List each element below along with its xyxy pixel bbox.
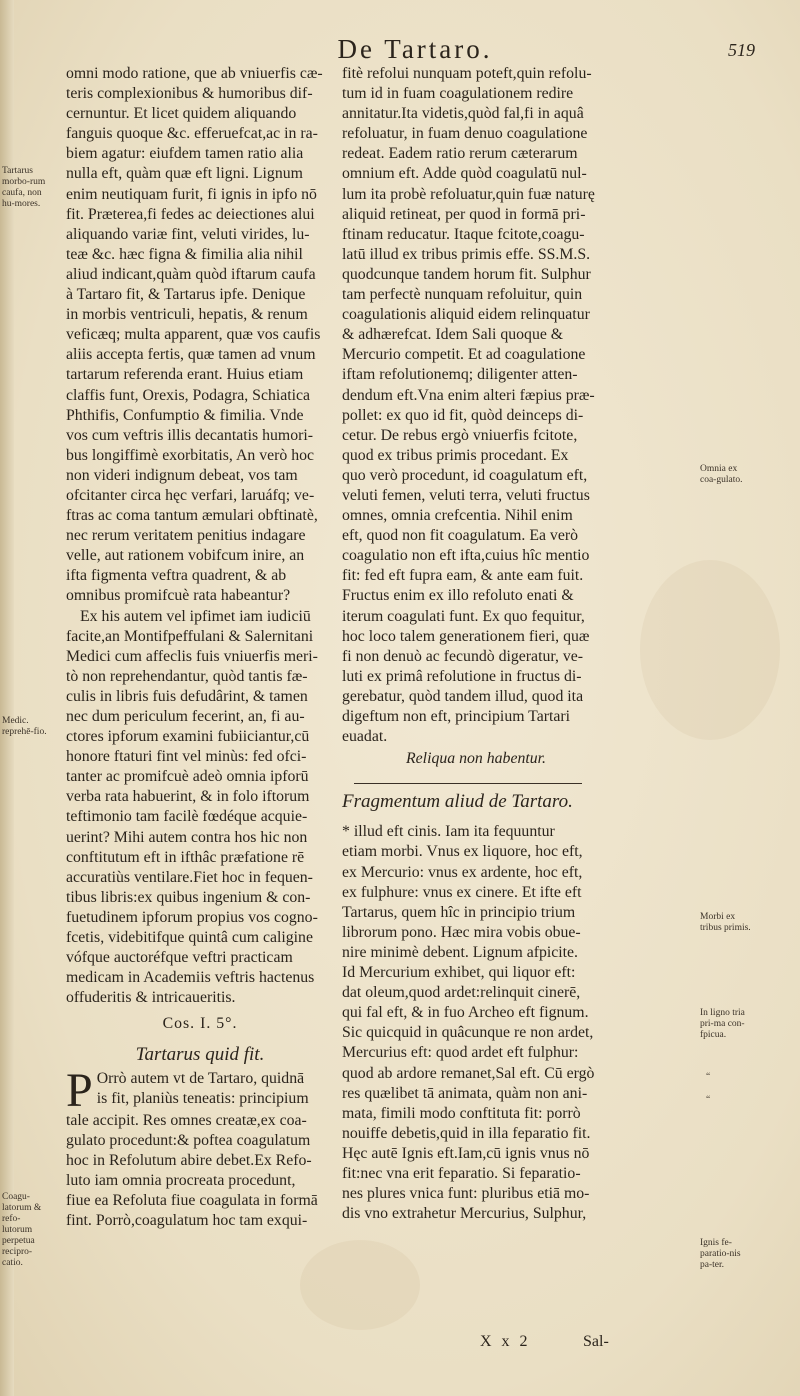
- margin-note-right: In ligno tria pri-ma con-fpicua.: [700, 1008, 745, 1040]
- text-line: fuetudinem ipforum propius vos cogno-: [66, 908, 318, 926]
- text-line: medicam in Academiis veftris hactenus: [66, 969, 315, 987]
- text-line: aliis accepta fertis, quæ tamen ad vnum: [66, 346, 316, 364]
- text-line: fcetis, videbitifque quintâ cum caligine: [66, 929, 313, 947]
- text-line: ex Mercurio: vnus ex ardente, hoc eft,: [342, 863, 583, 881]
- text-line: cetur. De rebus ergò vniuerfis fcitote,: [342, 426, 578, 444]
- text-line: Mercurius eft: quod ardet eft fulphur:: [342, 1044, 579, 1062]
- text-line: Ex his autem vel ipfimet iam iudiciū: [80, 607, 311, 625]
- text-line: librorum pono. Hæc mira vobis obue-: [342, 923, 581, 941]
- text-line: is fit, planiùs teneatis: principium: [96, 1089, 309, 1107]
- text-line: iterum coagulati funt. Ex quo fequitur,: [342, 607, 585, 625]
- text-line: nire minimè debent. Lignum afpicite.: [342, 943, 579, 961]
- scripture-reference: Cos. I. 5°.: [162, 1015, 238, 1033]
- right-column: [342, 64, 610, 1224]
- left-text-block: [66, 64, 334, 607]
- text-line: nes plures vnica funt: pluribus etiā mo-: [342, 1185, 590, 1203]
- text-line: claffis funt, Orexis, Podagra, Schiatica: [66, 386, 311, 404]
- text-line: res quælibet tā animata, quàm non ani-: [342, 1084, 588, 1102]
- text-line: conftitutum eft in ifthâc præfatione rē: [66, 848, 305, 866]
- text-line: quod ex tribus primis procedant. Ex: [342, 446, 569, 464]
- closing-note: Reliqua non habentur.: [406, 750, 546, 768]
- text-line: quod ab ardore remanet,Sal eft. Cū ergò: [342, 1064, 595, 1082]
- text-line: à Tartaro fit, & Tartarus ipfe. Denique: [66, 286, 306, 304]
- text-line: dat oleum,quod ardet:relinquit cinerē,: [342, 984, 581, 1002]
- text-line: ifta figmenta veftra quadrent, & ab: [66, 567, 287, 585]
- left-text-block: [66, 1111, 334, 1232]
- text-line: tanter ac promifcuè adeò omnia ipforū: [66, 768, 309, 786]
- text-line: culis in libris fuis defudârint, & tamen: [66, 687, 308, 705]
- text-line: honore ftaturi fint vel minùs: fed ofci-: [66, 748, 307, 766]
- margin-note-left: Medic. reprehē-fio.: [2, 716, 47, 737]
- text-line: bus longiffimè exorbitatis, An verò hoc: [66, 446, 315, 464]
- text-line: vos cum veftris illis decantatis humori-: [66, 426, 313, 444]
- catchword: Sal-: [583, 1333, 609, 1350]
- right-text-block: [342, 64, 610, 747]
- margin-note-right: “: [706, 1095, 711, 1105]
- paper-stain: [640, 560, 780, 740]
- text-line: fit: fed eft fupra eam, & ante eam fuit.: [342, 567, 584, 585]
- margin-note-left: Tartarus morbo-rum caufa, non hu-mores.: [2, 166, 46, 209]
- text-line: redeat. Eadem ratio rerum cæterarum: [342, 145, 578, 163]
- signature-mark: X x 2: [480, 1333, 531, 1350]
- text-line: nouiffe debetis,quid in illa feparatio fit.: [342, 1124, 591, 1142]
- text-line: Tartarus, quem hîc in principio trium: [342, 903, 576, 921]
- text-line: teæ &c. hæc figna & fimilia alia nihil: [66, 245, 303, 263]
- text-line: * illud eft cinis. Iam ita fequuntur: [342, 823, 555, 841]
- fragment-title: Fragmentum aliud de Tartaro.: [342, 791, 573, 813]
- text-line: lum ita probè refoluatur,quin fuæ naturę: [342, 185, 595, 203]
- text-line: coagulatio non eft ifta,cuius hîc mentio: [342, 547, 590, 565]
- text-line: tartarum referenda erant. Huius etiam: [66, 366, 304, 384]
- text-line: hoc in Refolutum abire debet.Ex Refo-: [66, 1151, 312, 1169]
- text-line: aliquid retineat, per quod in formā pri-: [342, 205, 586, 223]
- text-line: non videri indignum debeat, vos tam: [66, 466, 298, 484]
- text-line: etiam morbi. Vnus ex liquore, hoc eft,: [342, 843, 583, 861]
- paper-stain: [300, 1240, 420, 1330]
- text-line: veluti femen, veluti terra, veluti fructus: [342, 486, 590, 504]
- text-line: fiue ea Refoluta fiue coagulata in formā: [66, 1191, 318, 1209]
- text-line: accuratiùs ventilare.Fiet hoc in fequen-: [66, 868, 313, 886]
- text-line: omnes, omnia crefcentia. Nihil enim: [342, 507, 573, 525]
- margin-note-right: Omnia ex coa-gulato.: [700, 464, 743, 485]
- text-line: nulla eft, quàm quæ eft ligni. Lignum: [66, 165, 303, 183]
- left-text-block: [66, 607, 334, 1009]
- text-line: gerebatur, quòd tandem illud, quod ita: [342, 687, 584, 705]
- text-line: dendum eft.Vna enim alteri fæpius præ-: [342, 386, 595, 404]
- text-line: tam perfectè nunquam refoluitur, quin: [342, 286, 583, 304]
- text-line: omnibus promifcuè rata habeantur?: [66, 587, 291, 605]
- text-line: ex fulphure: vnus ex cinere. Et ifte eft: [342, 883, 582, 901]
- text-line: Orrò autem vt de Tartaro, quidnā: [96, 1069, 305, 1087]
- text-line: fitè refolui nunquam poteft,quin refolu-: [342, 65, 592, 82]
- section-heading: Tartarus quid fit.: [135, 1043, 265, 1065]
- text-line: luto iam omnia procreata procedunt,: [66, 1171, 296, 1189]
- text-line: Mercurio competit. Et ad coagulatione: [342, 346, 586, 364]
- text-line: omnium eft. Adde quòd coagulatū nul-: [342, 165, 587, 183]
- margin-note-left: Coagu-latorum & refo-lutorum perpetua recipro-catio.: [2, 1192, 42, 1268]
- text-line: dis vno extrahetur Mercurius, Sulphur,: [342, 1205, 587, 1223]
- right-text-block: [342, 822, 610, 1224]
- left-column: [66, 64, 334, 1231]
- text-line: digeftum non eft, principium Tartari: [342, 708, 571, 725]
- running-title: De Tartaro.: [337, 34, 493, 64]
- text-line: refoluatur, in fuam denuo coagulatione: [342, 125, 588, 143]
- text-line: in morbis ventriculi, hepatis, & renum: [66, 306, 308, 324]
- text-line: Phthifis, Confumptio & fimilia. Vnde: [66, 406, 304, 424]
- text-line: Hęc autē Ignis eft.Iam,cū ignis vnus nō: [342, 1144, 590, 1162]
- text-line: fi non denuò ac fecundò digeratur, ve-: [342, 647, 584, 665]
- text-line: euadat.: [342, 728, 388, 746]
- text-line: velle, aut rationem vobifcum inire, an: [66, 547, 305, 565]
- text-line: & adhærefcat. Idem Sali quoque &: [342, 326, 564, 344]
- text-line: quodcunque tandem horum fit. Sulphur: [342, 265, 591, 283]
- text-line: latū illud ex tribus primis effe. SS.M.S.: [342, 245, 591, 263]
- dropcap-lines: [66, 1063, 334, 1117]
- text-line: vófque auctoréfque veftri practicam: [66, 949, 293, 967]
- text-line: mata, fimili modo conftituta fit: porrò: [342, 1104, 581, 1122]
- text-line: facite,an Montifpeffulani & Salernitani: [66, 627, 314, 645]
- text-line: Sic quicquid in quâcunque re non ardet,: [342, 1024, 594, 1042]
- text-line: fint. Porrò,coagulatum hoc tam exqui-: [66, 1212, 308, 1230]
- text-line: verba rata habuerint, & in folo iftorum: [66, 788, 310, 806]
- text-line: ctores ipforum examini fubiiciantur,cū: [66, 728, 310, 746]
- text-line: hoc loco talem generationem fieri, quæ: [342, 627, 590, 645]
- margin-note-right: Ignis fe-paratio-nis pa-ter.: [700, 1238, 741, 1270]
- text-line: coagulationis aliquid eidem relinquatur: [342, 306, 590, 324]
- text-line: fit:nec vna erit feparatio. Si feparatio-: [342, 1164, 581, 1182]
- text-line: Medici cum affeclis fuis vniuerfis meri-: [66, 647, 318, 665]
- text-line: tibus libris:ex quibus ingenium & con-: [66, 888, 311, 906]
- text-line: uerint? Mihi autem contra hos hic non: [66, 828, 308, 846]
- text-line: offuderitis & intricaueritis.: [66, 989, 236, 1007]
- dropcap-paragraph: [66, 1063, 334, 1117]
- margin-note-right: “: [706, 1072, 711, 1082]
- text-line: aliquando variæ fint, veluti virides, lu-: [66, 225, 310, 243]
- text-line: luti ex primâ refolutione in fructus di-: [342, 667, 582, 685]
- text-line: tum id in fuam coagulationem redire: [342, 85, 574, 103]
- text-line: ftinam reducatur. Itaque fcitote,coagu-: [342, 225, 585, 243]
- dropcap-letter: P: [66, 1063, 93, 1117]
- text-line: fanguis quoque &c. efferuefcat,ac in ra-: [66, 125, 318, 143]
- text-line: qui fal eft, & in fuo Archeo eft fignum.: [342, 1004, 589, 1022]
- section-divider: [354, 783, 582, 784]
- text-line: biem agatur: eiufdem tamen ratio alia: [66, 145, 304, 163]
- text-line: nec rerum veritatem penitius indagare: [66, 527, 306, 545]
- text-line: ofcitanter circa hęc verfari, laruáfq; ve-: [66, 486, 315, 504]
- text-line: quo verò procedunt, id coagulatum eft,: [342, 466, 588, 484]
- text-line: gulato procedunt:& poftea coagulatum: [66, 1131, 311, 1149]
- text-line: fit. Præterea,fi fedes ac deiectiones alui: [66, 205, 315, 223]
- page-number: 519: [728, 40, 755, 60]
- text-line: annitatur.Ita videtis,quòd fal,fi in aquâ: [342, 105, 584, 123]
- text-line: tale accipit. Res omnes creatæ,ex coa-: [66, 1111, 307, 1129]
- text-line: tò non reprehendantur, quòd tantis fæ-: [66, 667, 308, 685]
- text-line: veficæq; multa apparent, quæ vos caufis: [66, 326, 321, 344]
- text-line: teftimonio tam facilè fœdéque acquie-: [66, 808, 308, 826]
- text-line: ftras ac coma tantum æmulari obftinatè,: [66, 507, 318, 525]
- text-line: nec dum periculum fecerint, an, fi au-: [66, 708, 305, 725]
- text-line: eft, quod non fit coagulatum. Ea verò: [342, 527, 579, 545]
- text-line: Fructus enim ex illo refoluto enati &: [342, 587, 574, 605]
- text-line: iftam refolutionemq; diligenter atten-: [342, 366, 578, 384]
- text-line: teris complexionibus & humoribus dif-: [66, 85, 313, 103]
- text-line: cernuntur. Et licet quidem aliquando: [66, 105, 297, 123]
- text-line: pollet: ex quo id fit, quòd deinceps di-: [342, 406, 584, 424]
- margin-note-right: Morbi ex tribus primis.: [700, 912, 751, 933]
- text-line: Id Mercurium exhibet, qui liquor eft:: [342, 964, 576, 982]
- text-line: enim neutiquam furit, fi ignis in ipfo nō: [66, 185, 317, 203]
- text-line: omni modo ratione, que ab vniuerfis cæ-: [66, 65, 323, 82]
- text-line: aliud indicant,quàm quòd iftarum caufa: [66, 265, 316, 283]
